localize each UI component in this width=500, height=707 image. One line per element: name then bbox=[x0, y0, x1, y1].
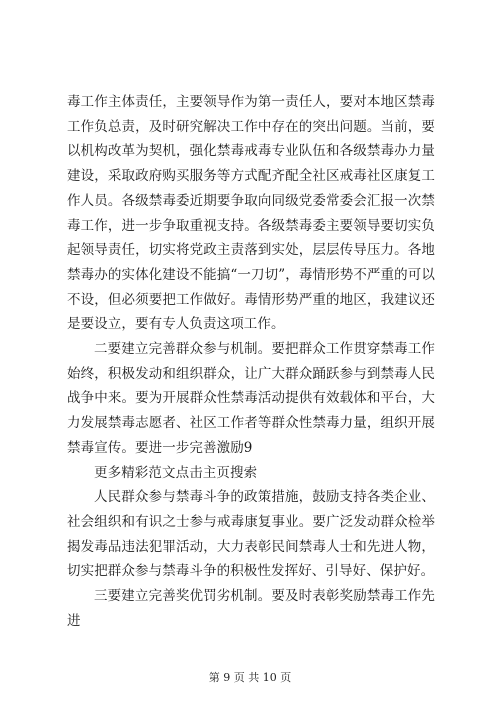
paragraph-more-essays-link: 更多精彩范文点击主页搜索 bbox=[94, 464, 258, 481]
page-footer: 第 9 页 共 10 页 bbox=[208, 671, 292, 684]
document-body bbox=[67, 90, 435, 633]
paragraph-rewards-penalties: 三要建立完善奖优罚劣机制。要及时表彰奖励禁毒工作先进 bbox=[67, 588, 435, 629]
paragraph-mass-participation: 二要建立完善群众参与机制。要把群众工作贯穿禁毒工作始终，积极发动和组织群众，让广大群众踊跃参与到禁毒人民战争中来。要为开展群众性禁毒活动提供有效载体和平台，大力发展禁毒志愿者、社区工作者等群众性禁毒力量，组织开展禁毒宣传。要进一步完善激励9 bbox=[67, 341, 435, 456]
paragraph-public-policy: 人民群众参与禁毒斗争的政策措施，鼓励支持各类企业、社会组织和有识之士参与戒毒康复事业。要广泛发动群众检举揭发毒品违法犯罪活动，大力表彰民间禁毒人士和先进人物，切实把群众参与禁毒斗争的积极性发挥好、引导好、保护好。 bbox=[67, 489, 435, 580]
paragraph-responsibility: 毒工作主体责任，主要领导作为第一责任人，要对本地区禁毒工作负总责，及时研究解决工作中存在的突出问题。当前，要以机构改革为契机，强化禁毒戒毒专业队伍和各级禁毒办力量建设，采取政府购买服务等方式配齐配全社区戒毒社区康复工作人员。各级禁毒委近期要争取向同级党委常委会汇报一次禁毒工作，进一步争取重视支持。各级禁毒委主要领导要切实负起领导责任，切实将党政主责落到实处，层层传导压力。各地禁毒办的实体化建设不能搞“一刀切”，毒情形势不严重的可以不设，但必须要把工作做好。毒情形势严重的地区，我建议还是要设立，要有专人负责这项工作。 bbox=[67, 94, 435, 333]
